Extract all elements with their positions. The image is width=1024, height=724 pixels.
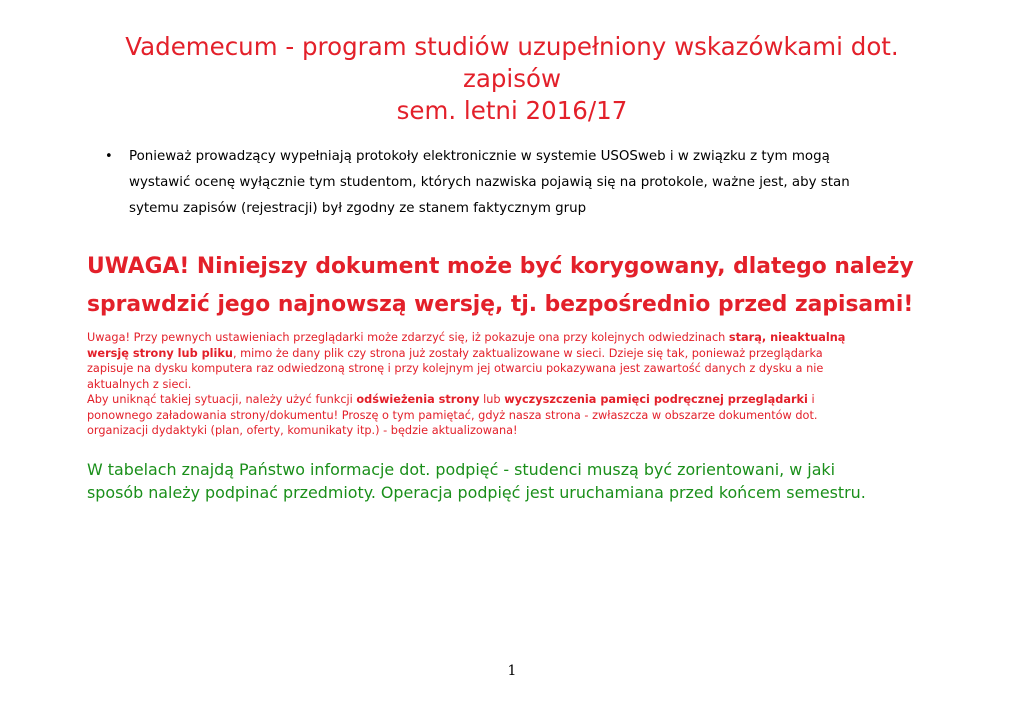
info-line: W tabelach znajdą Państwo informacje dot. podpięć - studenci muszą być zorientowani, w jaki: [87, 460, 836, 479]
warning-heading: [87, 248, 987, 324]
warning-line: sprawdzić jego najnowszą wersję, tj. bezpośrednio przed zapisami!: [87, 292, 914, 317]
bullet-line: wystawić ocenę wyłącznie tym studentom, których nazwiska pojawią się na protokole, ważne jest, aby stan: [129, 175, 850, 190]
notice-text: Uwaga! Przy pewnych ustawieniach przeglądarki może zdarzyć się, iż pokazuje ona przy kolejnych odwiedzinach: [87, 331, 729, 344]
title-line: zapisów: [462, 64, 562, 93]
notice-line: ponownego załadowania strony/dokumentu! Proszę o tym pamiętać, gdyż nasza strona - zwłaszcza w obszarze dokumentów dot.: [87, 408, 818, 422]
document-title: [0, 31, 1024, 127]
notice-line: [87, 346, 947, 362]
bullet-paragraph: [105, 144, 935, 222]
notice-line: [87, 330, 947, 346]
title-line: sem. letni 2016/17: [396, 96, 628, 125]
warning-line: UWAGA! Niniejszy dokument może być korygowany, dlatego należy: [87, 254, 914, 279]
notice-emphasis: wyczyszczenia pamięci podręcznej przeglądarki: [504, 393, 808, 406]
notice-line: organizacji dydaktyki (plan, oferty, komunikaty itp.) - będzie aktualizowana!: [87, 424, 518, 437]
page-number: 1: [507, 663, 517, 679]
title-line: Vademecum - program studiów uzupełniony wskazówkami dot.: [125, 32, 899, 61]
bullet-line: sytemu zapisów (rejestracji) był zgodny ze stanem faktycznym grup: [129, 201, 587, 216]
notice-emphasis: wersję strony lub pliku: [87, 346, 233, 360]
signup-info-paragraph: [87, 458, 967, 504]
notice-text: lub: [479, 393, 505, 406]
notice-line: [87, 392, 947, 408]
notice-emphasis: odświeżenia strony: [356, 393, 480, 406]
notice-line: aktualnych z sieci.: [87, 377, 192, 391]
browser-cache-notice: [87, 330, 947, 439]
bullet-text: [129, 144, 935, 222]
bullet-icon: •: [105, 149, 113, 164]
notice-text: Aby uniknąć takiej sytuacji, należy użyć funkcji: [87, 393, 357, 406]
info-line: sposób należy podpinać przedmioty. Operacja podpięć jest uruchamiana przed końcem semestru.: [87, 483, 866, 502]
notice-emphasis: starą, nieaktualną: [728, 331, 846, 344]
notice-line: zapisuje na dysku komputera raz odwiedzoną stronę i przy kolejnym jej otwarciu pokazywana jest zawartość danych z dysku a nie: [87, 362, 824, 375]
notice-text: , mimo że dany plik czy strona już zostały zaktualizowane w sieci. Dzieje się tak, ponieważ przeglądarka: [232, 346, 823, 360]
notice-text: i: [807, 393, 815, 406]
bullet-line: Ponieważ prowadzący wypełniają protokoły elektronicznie w systemie USOSweb i w związku z tym mogą: [129, 149, 830, 164]
